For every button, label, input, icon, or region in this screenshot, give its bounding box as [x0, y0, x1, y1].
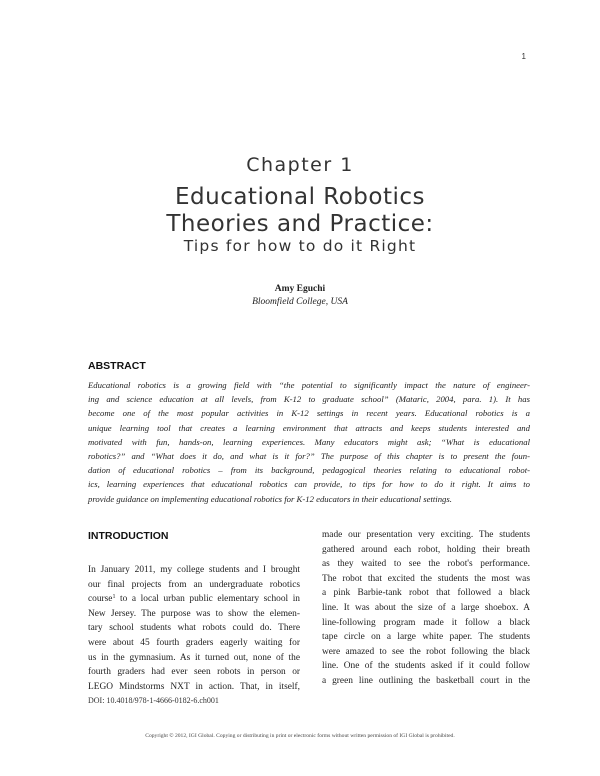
chapter-title — [0, 184, 600, 238]
abstract-line: motivated with fun, hands-on, learning experiences. Many educators might ask; “What is educational — [88, 436, 530, 447]
abstract-line: Educational robotics is a growing field with “the potential to significantly impact the nature of engineer- — [88, 380, 530, 390]
author-name: Amy Eguchi — [274, 284, 326, 294]
author-affiliation: Bloomfield College, USA — [252, 297, 348, 307]
body-line: line. One of the students asked if it could follow — [322, 661, 530, 672]
title-line-2: Theories and Practice: — [166, 211, 434, 237]
body-line: line-following program made it follow a black — [322, 617, 530, 628]
body-line: tary school students what robots could do. There — [88, 623, 300, 634]
introduction-left-column — [88, 563, 300, 694]
body-line: The robot that excited the students the most was — [322, 573, 530, 584]
abstract-line: dation of educational robotics – from its background, pedagogical theories relating to educational robot- — [88, 465, 530, 476]
footnote-marker[interactable]: 1 — [112, 594, 116, 601]
doi-text: DOI: 10.4018/978-1-4666-0182-6.ch001 — [88, 696, 219, 705]
body-line: were amazed to see the robot following the black — [322, 646, 530, 657]
body-line: line. It was about the size of a large shoebox. A — [322, 602, 530, 613]
introduction-heading: INTRODUCTION — [88, 530, 169, 542]
body-line: tape circle on a large white paper. The students — [322, 632, 530, 643]
abstract-line: robotics?” and “What does it do, and what is it for?” The purpose of this chapter is to present the foun- — [88, 451, 530, 462]
body-line: LEGO Mindstorms NXT in action. That, in itself, — [88, 681, 300, 692]
body-text: to a local urban public elementary school in — [115, 594, 300, 605]
abstract-line: ics, learning experiences that educational robotics can provide, to tips for how to do it right. It aims to — [88, 479, 530, 490]
copyright-notice: Copyright © 2012, IGI Global. Copying or distributing in print or electronic forms without written permission of IGI Global is prohibited. — [145, 733, 455, 739]
body-line: us in the gymnasium. As it turned out, none of the — [88, 652, 300, 663]
body-line: made our presentation very exciting. The students — [322, 530, 530, 540]
body-line: gathered around each robot, holding their breath — [322, 544, 530, 555]
chapter-subtitle: Tips for how to do it Right — [183, 237, 417, 255]
introduction-right-column — [322, 528, 530, 689]
body-line: a green line outlining the basketball court in the — [322, 675, 530, 686]
abstract-text — [88, 378, 530, 506]
body-line: as they waited to see the robot's performance. — [322, 559, 530, 570]
body-line: a pink Barbie-tank robot that followed a black — [322, 588, 530, 599]
body-line: In January 2011, my college students and I brought — [88, 565, 300, 575]
body-line: fourth graders had ever seen robots in person or — [88, 667, 300, 678]
abstract-heading: ABSTRACT — [88, 360, 146, 372]
body-line-with-footnote — [88, 592, 300, 607]
page-number: 1 — [521, 52, 526, 61]
title-line-1: Educational Robotics — [174, 184, 426, 210]
chapter-label: Chapter 1 — [246, 154, 354, 176]
abstract-line: unique learning tool that creates a learning environment that attracts and keeps students interested and — [88, 422, 530, 433]
abstract-line: provide guidance on implementing educational robotics for K-12 educators in their educational settings. — [88, 493, 452, 504]
body-line: our final projects from an undergraduate robotics — [88, 579, 300, 590]
body-line: New Jersey. The purpose was to show the elemen- — [88, 608, 300, 619]
body-text: course — [88, 594, 113, 605]
abstract-line: ing and science education at all levels, from K-12 to graduate school” (Mataric, 2004, para. 1). It has — [88, 394, 530, 405]
abstract-line: become one of the most popular activities in K-12 settings in recent years. Educational robotics is a — [88, 408, 530, 419]
body-line: were about 45 fourth graders eagerly waiting for — [88, 637, 300, 648]
